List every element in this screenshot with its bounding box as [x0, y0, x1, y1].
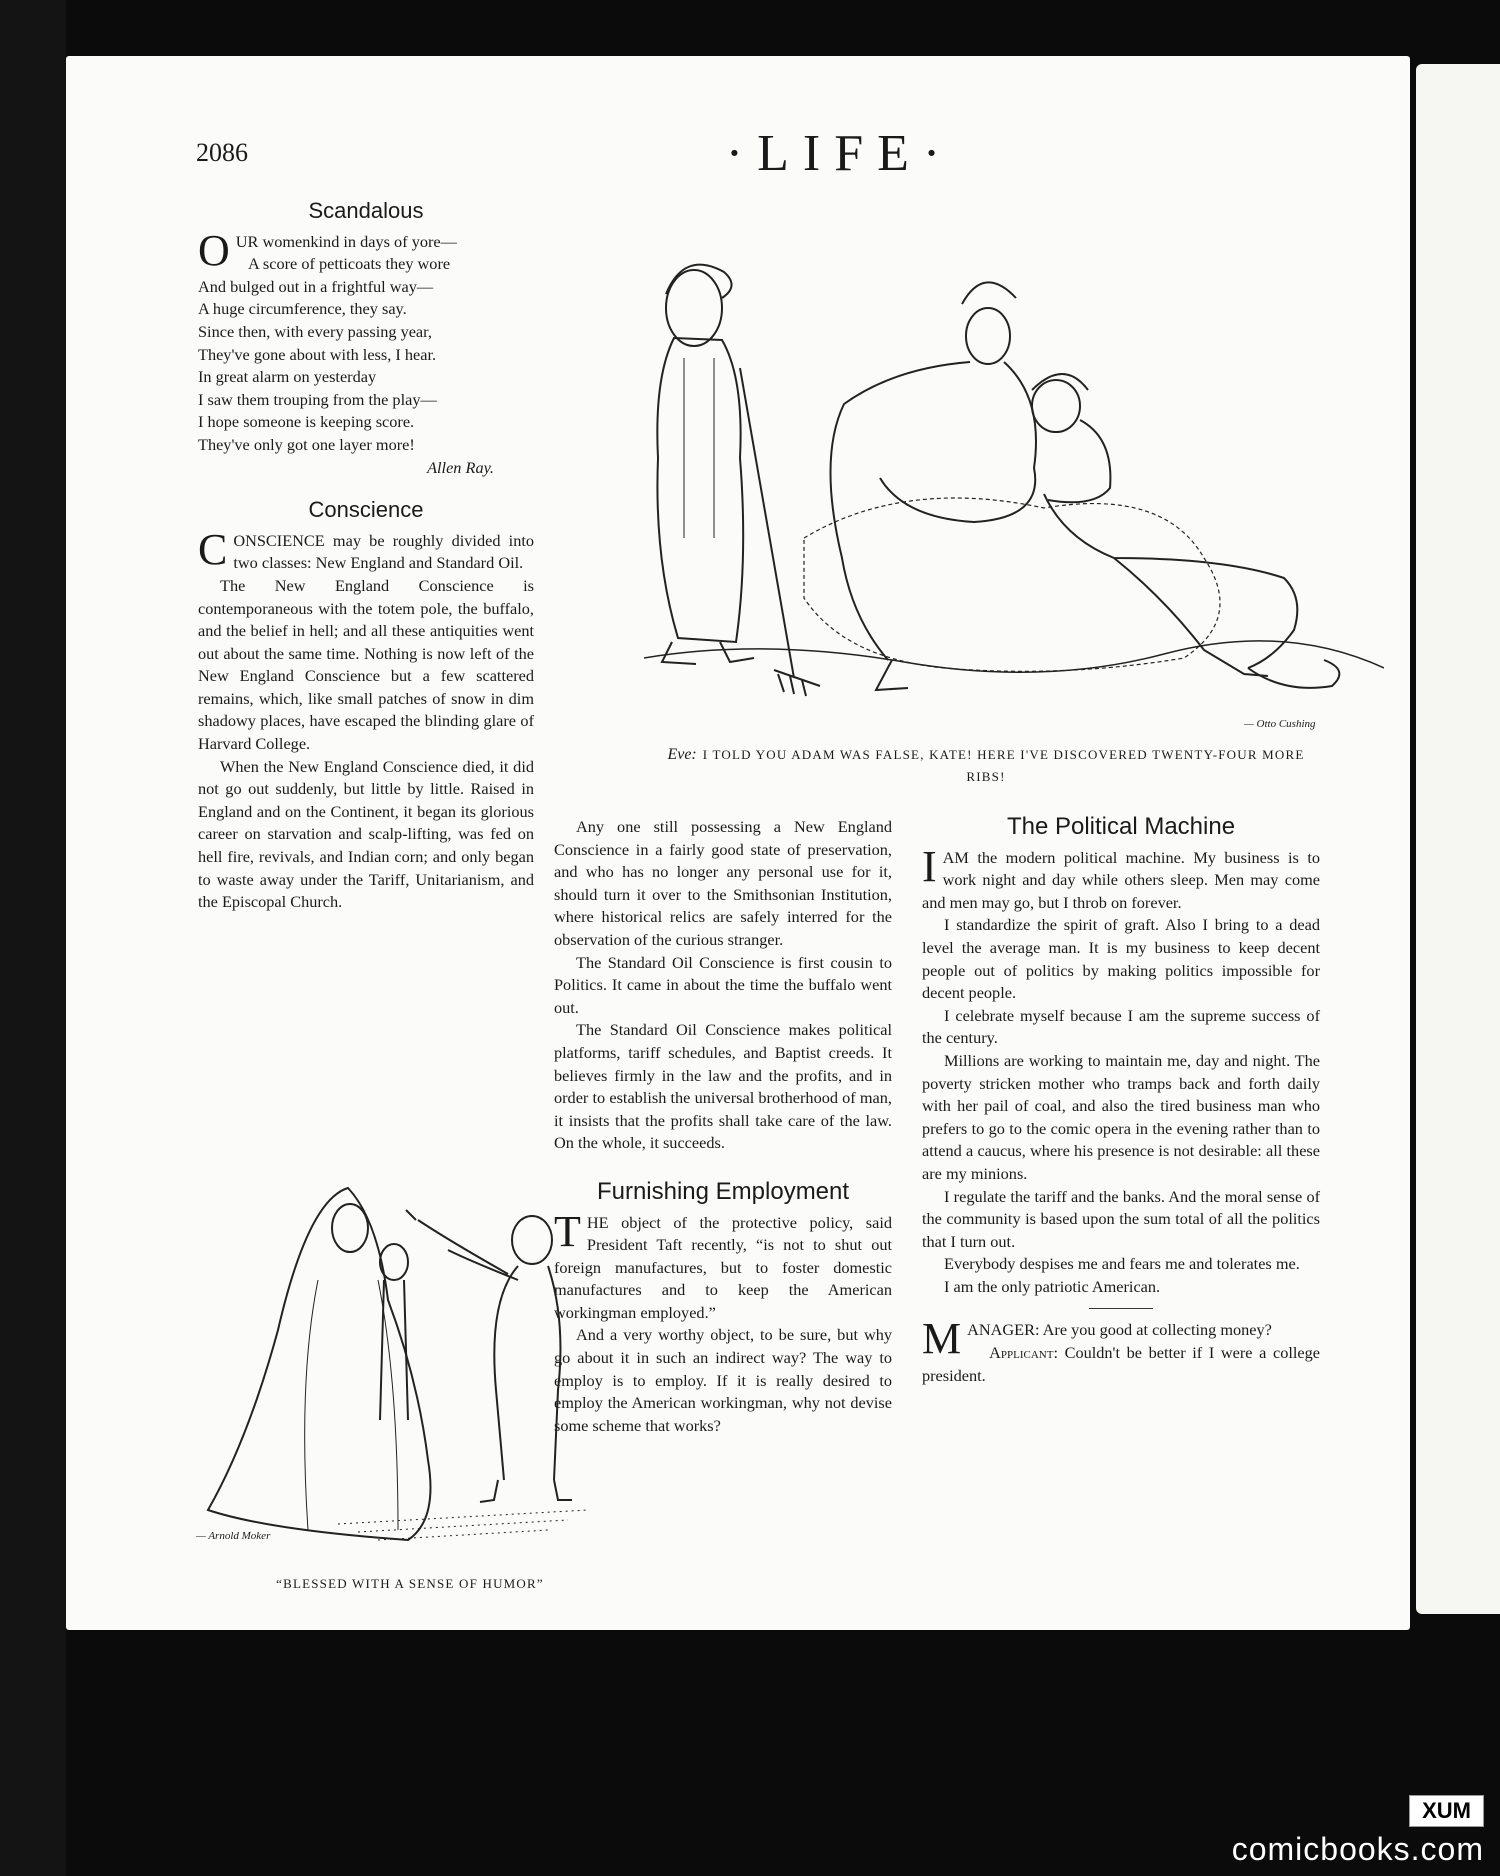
machine-paragraph: I am the only patriotic American.: [944, 1276, 1161, 1296]
poem-line: They've only got one layer more!: [198, 434, 415, 454]
conscience-paragraph: Any one still possessing a New England Conscience in a fairly good state of preservation, and who has no longer any personal use for it, should turn it over to the Smithsonian Institution, where historical relics are safely interred for the observation of the curious stranger.: [554, 817, 892, 949]
scandalous-title: Scandalous: [308, 198, 424, 223]
watermark-site: comicbooks.com: [1231, 1831, 1484, 1867]
conscience-paragraph: The Standard Oil Conscience makes political platforms, tariff schedules, and Baptist creeds. It believes firmly in the law and the profits, and in order to establish the universal brotherhood of man, it insists that the profits shall take care of the law. On the whole, it succeeds.: [554, 1020, 892, 1153]
eve-cartoon-caption: Eve: I TOLD YOU ADAM WAS FALSE, KATE! HERE I'VE DISCOVERED TWENTY-FOUR MORE RIBS!: [667, 746, 1305, 784]
machine-paragraph: I celebrate myself because I am the supreme success of the century.: [922, 1005, 1320, 1048]
masthead: ·LIFE·: [725, 125, 955, 182]
machine-paragraph: IAM the modern political machine. My business is to work night and day while others sleep. Men may come and men may go, but I throb on forever.: [922, 841, 1320, 912]
machine-paragraph: I standardize the spirit of graft. Also I bring to a dead level the average man. It is my business to keep decent people out of politics by making politics impossible for decent people.: [922, 915, 1320, 1003]
machine-paragraph: Everybody despises me and fears me and tolerates me.: [944, 1254, 1300, 1274]
poem-line: A huge circumference, they say.: [198, 299, 407, 319]
column-middle: [554, 816, 892, 1437]
artist-signature: — Arnold Moker: [196, 1530, 271, 1542]
poem-line: And bulged out in a frightful way—: [198, 276, 434, 296]
scan-border-left: [0, 0, 66, 1876]
manager-joke-answer: Applicant: Couldn't be better if I were a college president.: [922, 1343, 1320, 1385]
column-left: [198, 200, 534, 914]
machine-paragraph: I regulate the tariff and the banks. And the moral sense of the community is based upon the sum total of all the politics that I turn out.: [922, 1186, 1320, 1251]
dropcap: I: [922, 841, 937, 891]
poem-line: A score of petticoats they wore: [248, 254, 451, 274]
dropcap: O: [198, 225, 230, 275]
conscience-paragraph: CONSCIENCE may be roughly divided into two classes: New England and Standard Oil.: [198, 524, 534, 574]
poem-line: They've gone about with less, I hear.: [198, 344, 437, 364]
site-watermark: [1232, 1795, 1484, 1868]
section-divider: [1089, 1308, 1153, 1309]
dropcap: C: [198, 524, 228, 574]
machine-title: The Political Machine: [1006, 813, 1236, 840]
scandalous-poem: [198, 225, 534, 480]
poem-line: In great alarm on yesterday: [198, 367, 377, 387]
column-right: [922, 813, 1320, 1387]
page-number: 2086: [196, 138, 248, 167]
poem-line: I hope someone is keeping score.: [198, 412, 415, 432]
poem-line: UR womenkind in days of yore—: [235, 231, 457, 251]
poem-line: Since then, with every passing year,: [198, 321, 433, 341]
wedding-cartoon: [188, 1180, 588, 1570]
watermark-badge: XUM: [1409, 1795, 1484, 1827]
furnishing-paragraph: THE object of the protective policy, said President Taft recently, “is not to shut out foreign manufactures, but to foster domestic manufactures and to keep the American workingman employed.”: [554, 1206, 892, 1322]
wedding-cartoon-caption: “BLESSED WITH A SENSE OF HUMOR”: [276, 1576, 544, 1591]
furnishing-title: Furnishing Employment: [596, 1177, 850, 1205]
eve-adam-cartoon: [644, 258, 1384, 738]
poem-line: I saw them trouping from the play—: [198, 389, 437, 409]
dropcap: M: [922, 1314, 962, 1364]
conscience-paragraph: When the New England Conscience died, it did not go out suddenly, but little by little. Raised in England and on the Continent, it began its glorious career on starvation and scalp-lifting, was fed on hell fire, revivals, and Indian corn; and only began to waste away under the Tariff, Unitarianism, and the Episcopal Church.: [198, 756, 534, 912]
conscience-title: Conscience: [308, 497, 424, 523]
adjacent-page-edge: [1416, 64, 1500, 1614]
furnishing-paragraph: And a very worthy object, to be sure, but why go about it in such an indirect way? The way to employ is to employ. If it is really desired to employ the American workingman, why not devise some scheme that works?: [554, 1325, 892, 1435]
manager-joke: MANAGER: Are you good at collecting money?: [922, 1314, 1272, 1364]
conscience-paragraph: The Standard Oil Conscience is first cousin to Politics. It came in about the time the buffalo went out.: [554, 952, 892, 1017]
dropcap: T: [554, 1206, 581, 1256]
poem-author: Allen Ray.: [427, 457, 494, 477]
conscience-paragraph: The New England Conscience is contemporaneous with the totem pole, the buffalo, and the belief in hell; and all these antiquities went out about the same time. Nothing is now left of the New England Conscience but a few scattered remains, which, like small patches of snow in dim shadowy places, have escaped the blinding glare of Harvard College.: [198, 575, 534, 754]
artist-signature: — Otto Cushing: [1244, 718, 1316, 730]
machine-paragraph: Millions are working to maintain me, day and night. The poverty stricken mother who tramps back and forth daily with her pail of coal, and also the tired business man who prefers to go to the comic opera in the evening rather than to attend a caucus, where his presence is not desirable: all these are my minions.: [922, 1050, 1320, 1183]
